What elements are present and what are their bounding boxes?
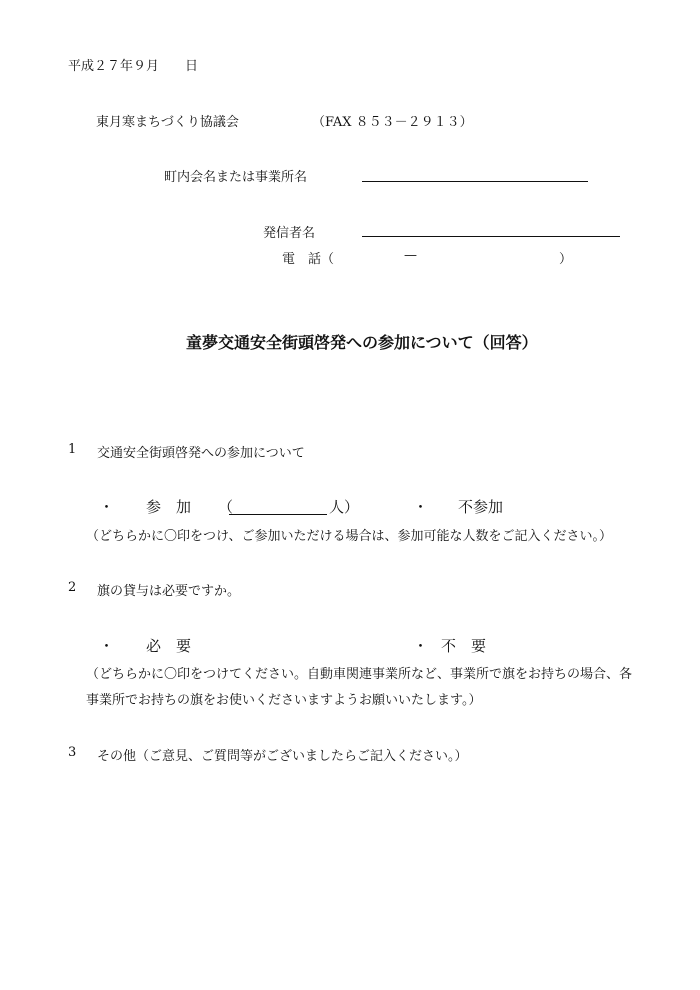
absent-option[interactable]: 不参加 [458, 498, 504, 516]
section2-number: 2 [68, 580, 77, 595]
attend-bullet: ・ [99, 498, 115, 516]
section1-number: 1 [68, 442, 77, 457]
sender-name-label: 発信者名 [263, 226, 316, 241]
section2-heading: 旗の貸与は必要ですか。 [97, 584, 241, 599]
phone-field[interactable] [340, 246, 550, 264]
date-line: 平成２７年９月 日 [68, 59, 199, 74]
org-name-field[interactable] [362, 181, 588, 182]
document-title: 童夢交通安全街頭啓発への参加について（回答） [186, 333, 538, 352]
phone-label: 電 話（ [282, 252, 335, 267]
phone-dash: — [404, 248, 417, 263]
attend-option[interactable]: 参 加 [146, 498, 192, 516]
recipient-name: 東月寒まちづくり協議会 [96, 115, 239, 130]
attend-count-field[interactable] [229, 514, 327, 515]
section1-heading: 交通安全街頭啓発への参加について [97, 446, 305, 461]
need-bullet: ・ [99, 637, 115, 655]
noneed-option[interactable]: 不 要 [441, 637, 487, 655]
noneed-bullet: ・ [413, 637, 429, 655]
fax-number: （FAX ８５３－２９１３） [312, 115, 473, 130]
absent-bullet: ・ [413, 498, 429, 516]
attend-count-open: （ [218, 498, 234, 516]
comments-area[interactable] [86, 775, 626, 935]
section1-note: （どちらかに〇印をつけ、ご参加いただける場合は、参加可能な人数をご記入ください。） [86, 529, 612, 544]
sender-name-field[interactable] [362, 236, 620, 237]
section2-note-line1: （どちらかに〇印をつけてください。自動車関連事業所など、事業所で旗をお持ちの場合、各 [86, 667, 633, 682]
attend-count-suffix: 人） [329, 498, 360, 516]
phone-close: ） [559, 252, 573, 267]
need-option[interactable]: 必 要 [146, 637, 192, 655]
section3-number: 3 [68, 745, 77, 760]
section2-note-line2: 事業所でお持ちの旗をお使いくださいますようお願いいたします。） [86, 693, 482, 708]
section3-heading: その他（ご意見、ご質問等がございましたらご記入ください。） [97, 749, 468, 764]
org-name-label: 町内会名または事業所名 [164, 170, 308, 185]
